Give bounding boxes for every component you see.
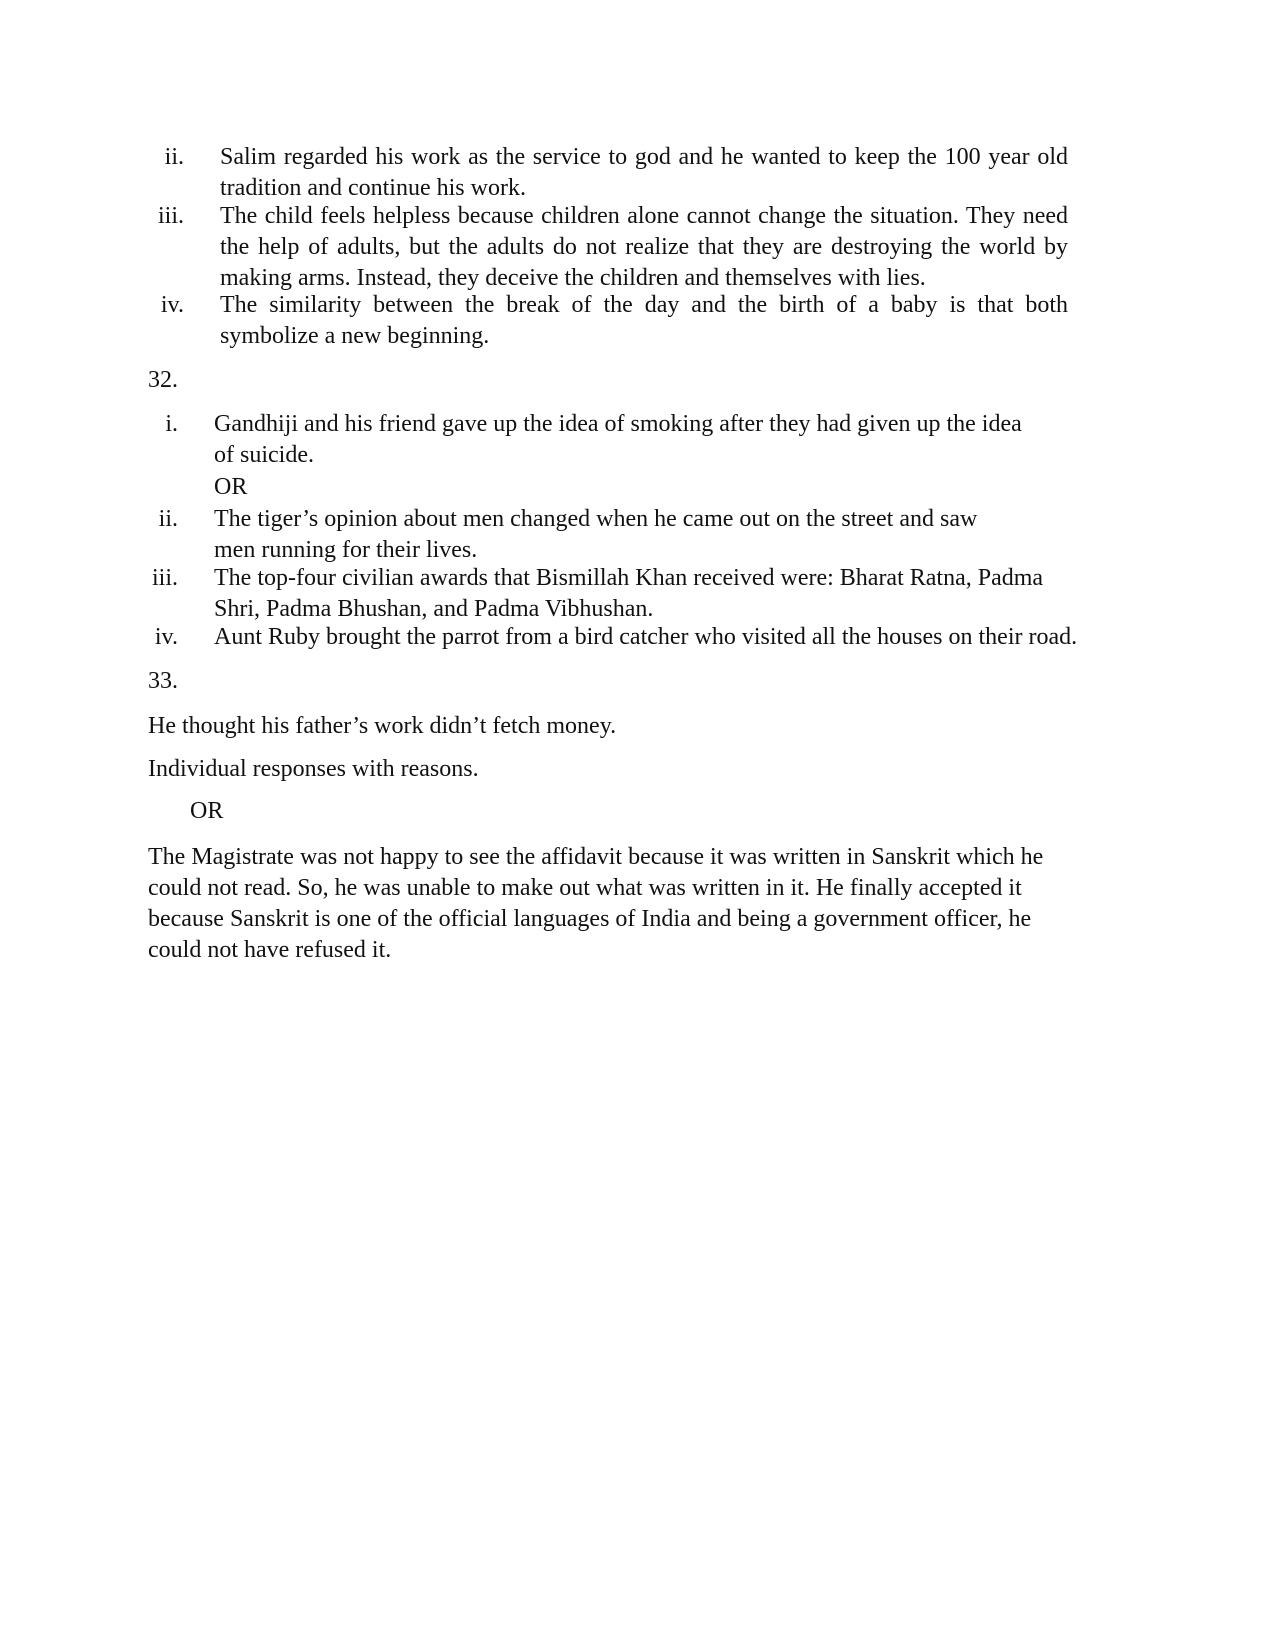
list-numeral: i.	[165, 411, 178, 437]
answer-32-iv	[0, 622, 1200, 682]
list-numeral: ii.	[158, 506, 178, 532]
list-numeral: iv.	[160, 292, 184, 318]
answer-33-line-1: He thought his father’s work didn’t fetch money.	[148, 713, 617, 739]
answer-32-iii	[0, 563, 1200, 623]
answer-text: The similarity between the break of the day and the birth of a baby is that both symbolize a new beginning.	[220, 292, 1068, 349]
answer-32-ii	[0, 504, 1200, 564]
answer-31-ii	[0, 142, 1200, 202]
answer-32-i	[0, 409, 1200, 469]
list-numeral: iii.	[151, 565, 178, 591]
or-label: OR	[214, 474, 248, 500]
answer-31-iii	[0, 201, 1200, 291]
answer-text: Salim regarded his work as the service to god and he wanted to keep the 100 year old tradition and continue his work.	[220, 144, 1068, 201]
list-numeral: iii.	[157, 203, 184, 229]
list-numeral: ii.	[164, 144, 184, 170]
answer-33-paragraph: The Magistrate was not happy to see the affidavit because it was written in Sanskrit which he could not read. So, he was unable to make out what was written in it. He finally accepted it because Sanskrit is one of the official languages of India and being a government officer, he could not have refused it.	[148, 844, 1044, 963]
answer-text: The top-four civilian awards that Bismillah Khan received were: Bharat Ratna, Padma Shri, Padma Bhushan, and Padma Vibhushan.	[214, 565, 1044, 622]
answer-text: The child feels helpless because children alone cannot change the situation. They need the help of adults, but the adults do not realize that they are destroying the world by making arms. Instead, they deceive the children and themselves with lies.	[220, 203, 1068, 291]
question-number-33: 33.	[148, 668, 178, 694]
answer-text: The tiger’s opinion about men changed when he came out on the street and saw men running for their lives.	[214, 506, 978, 563]
answer-31-iv	[0, 290, 1200, 350]
list-numeral: iv.	[154, 624, 178, 650]
answer-text: Aunt Ruby brought the parrot from a bird catcher who visited all the houses on their road.	[214, 624, 1078, 650]
question-number-32: 32.	[148, 367, 178, 393]
answer-text: Gandhiji and his friend gave up the idea of smoking after they had given up the idea of suicide.	[214, 411, 1022, 468]
answer-33-line-2: Individual responses with reasons.	[148, 756, 479, 782]
or-label: OR	[190, 798, 224, 824]
